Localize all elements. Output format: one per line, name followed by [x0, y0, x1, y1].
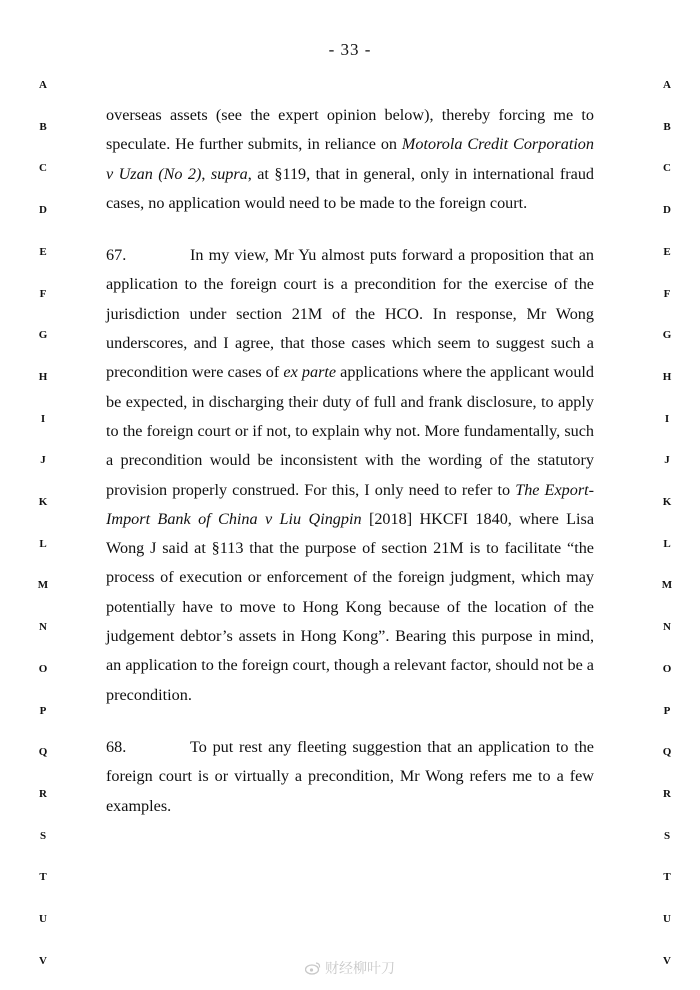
- text-run: In my view, Mr Yu almost puts forward a proposition that an application to the foreign court is a precondition for the exercise of the jurisdiction under section 21M of the HCO. In response, Mr Wong underscores, and I agree, that those cases which seem to suggest such a precondition were cases of: [106, 246, 594, 382]
- margin-letter: J: [664, 454, 670, 467]
- judgment-body: [106, 101, 594, 821]
- margin-letter: A: [39, 79, 47, 91]
- margin-letter: C: [663, 162, 671, 175]
- margin-letter: H: [662, 370, 672, 383]
- margin-letter: E: [39, 245, 47, 258]
- margin-letter: M: [37, 579, 49, 592]
- margin-letter: R: [39, 787, 47, 800]
- margin-letter: F: [663, 287, 671, 300]
- margin-letter: V: [39, 954, 47, 967]
- margin-letter: J: [40, 454, 46, 467]
- supra-term: supra: [210, 164, 248, 183]
- paragraph-68: [106, 733, 594, 821]
- margin-letter: Q: [662, 746, 672, 759]
- margin-letter: G: [662, 329, 672, 342]
- right-margin-letters: [652, 0, 682, 990]
- text-run: , at §119, that in general, only in international fraud cases, no application would need to be made to the foreign court.: [106, 164, 595, 212]
- margin-letter: U: [39, 913, 47, 925]
- margin-letter: S: [663, 829, 671, 842]
- paragraph-number: 67.: [106, 246, 127, 265]
- margin-letter: P: [39, 704, 47, 717]
- margin-letter: T: [39, 871, 47, 884]
- margin-letter: P: [663, 704, 671, 717]
- paragraph-number: 68.: [106, 737, 127, 756]
- paragraph-67: [106, 241, 594, 710]
- margin-letter: O: [38, 662, 48, 675]
- margin-letter: D: [663, 204, 671, 217]
- left-margin-letters: [28, 0, 58, 990]
- margin-letter: F: [39, 287, 47, 300]
- ex-parte-term: ex parte: [283, 363, 337, 382]
- margin-letter: L: [663, 537, 671, 550]
- text-run: To put rest any fleeting suggestion that an application to the foreign court is or virtually a precondition, Mr Wong refers me to a few examples.: [106, 737, 594, 815]
- case-citation: Motorola Credit Corporation v Uzan (No 2): [106, 135, 594, 183]
- watermark-text: 财经柳叶刀: [325, 961, 395, 977]
- watermark: [305, 958, 395, 978]
- page-number: - 33 -: [328, 40, 372, 59]
- margin-letter: G: [38, 329, 48, 342]
- margin-letter: M: [661, 579, 673, 592]
- text-run: overseas assets (see the expert opinion below), thereby forcing me to speculate. He further submits, in reliance on: [106, 106, 594, 154]
- margin-letter: D: [39, 204, 47, 217]
- margin-letter: B: [663, 120, 671, 133]
- margin-letter: N: [663, 621, 671, 634]
- text-run: ,: [201, 164, 211, 183]
- margin-letter: I: [664, 412, 670, 425]
- weibo-logo-icon: [305, 961, 321, 975]
- margin-letter: E: [663, 245, 671, 258]
- case-citation: The Export-Import Bank of China v Liu Qingpin: [106, 480, 595, 528]
- text-run: applications where the applicant would be expected, in discharging their duty of full and frank disclosure, to apply to the foreign court or if not, to explain why not. More fundamentally, such a precondition would be inconsistent with the wording of the statutory provision properly construed. For this, I only need to refer to: [106, 363, 594, 499]
- margin-letter: B: [39, 120, 47, 133]
- margin-letter: N: [39, 621, 47, 634]
- margin-letter: O: [662, 662, 672, 675]
- margin-letter: C: [39, 162, 47, 175]
- margin-letter: U: [663, 913, 671, 925]
- margin-letter: A: [663, 79, 671, 91]
- margin-letter: L: [39, 537, 47, 550]
- margin-letter: Q: [38, 746, 48, 759]
- text-run: [2018] HKCFI 1840, where Lisa Wong J said at §113 that the purpose of section 21M is to facilitate “the process of execution or enforcement of the foreign judgment, which may potentially have to move to Hong Kong because of the location of the judgement debtor’s assets in Hong Kong”. Bearing this purpose in mind, an application to the foreign court, though a relevant factor, should not be a precondition.: [106, 509, 595, 704]
- margin-letter: K: [38, 496, 48, 508]
- margin-letter: T: [663, 871, 671, 884]
- margin-letter: S: [39, 829, 47, 842]
- margin-letter: V: [663, 954, 671, 967]
- margin-letter: I: [40, 412, 46, 425]
- margin-letter: R: [663, 787, 671, 800]
- margin-letter: H: [38, 370, 48, 383]
- paragraph-66-continuation: [106, 101, 594, 218]
- margin-letter: K: [662, 496, 672, 508]
